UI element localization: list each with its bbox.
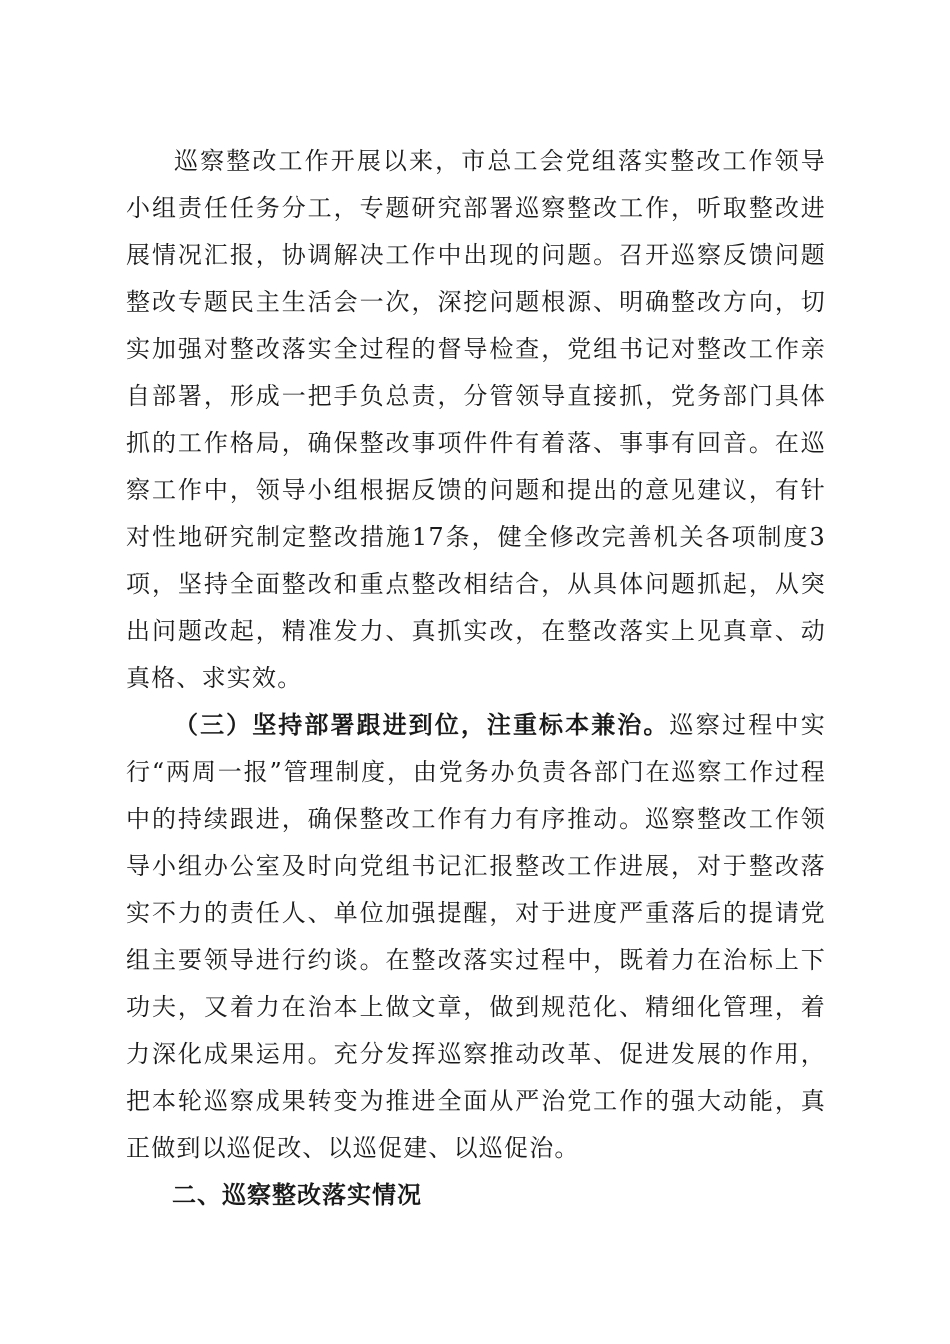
subsection-heading-three: （三）坚持部署跟进到位，注重标本兼治。 xyxy=(174,711,670,739)
paragraph-rectification-work: 巡察整改工作开展以来，市总工会党组落实整改工作领导小组责任任务分工，专题研究部署巡察整改工作，听取整改进展情况汇报，协调解决工作中出现的问题。召开巡察反馈问题整改专题民主生活会一次，深挖问题根源、明确整改方向，切实加强对整改落实全过程的督导检查，党组书记对整改工作亲自部署，形成一把手负总责，分管领导直接抓，党务部门具体抓的工作格局，确保整改事项件件有着落、事事有回音。在巡察工作中，领导小组根据反馈的问题和提出的意见建议，有针对性地研究制定整改措施17条，健全修改完善机关各项制度3项，坚持全面整改和重点整改相结合，从具体问题抓起，从突出问题改起，精准发力、真抓实改，在整改落实上见真章、动真格、求实效。 xyxy=(126,147,826,692)
paragraph-deployment-body: 巡察过程中实行“两周一报”管理制度，由党务办负责各部门在巡察工作过程中的持续跟进，确保整改工作有力有序推动。巡察整改工作领导小组办公室及时向党组书记汇报整改工作进展，对于整改落实不力的责任人、单位加强提醒，对于进度严重落后的提请党组主要领导进行约谈。在整改落实过程中，既着力在治标上下功夫，又着力在治本上做文章，做到规范化、精细化管理，着力深化成果运用。充分发挥巡察推动改革、促进发展的作用，把本轮巡察成果转变为推进全面从严治党工作的强大动能，真正做到以巡促改、以巡促建、以巡促治。 xyxy=(126,711,826,1162)
paragraph-deployment-followup xyxy=(126,702,826,1172)
section-heading-two: 二、巡察整改落实情况 xyxy=(172,1181,422,1209)
document-body xyxy=(126,138,826,1219)
